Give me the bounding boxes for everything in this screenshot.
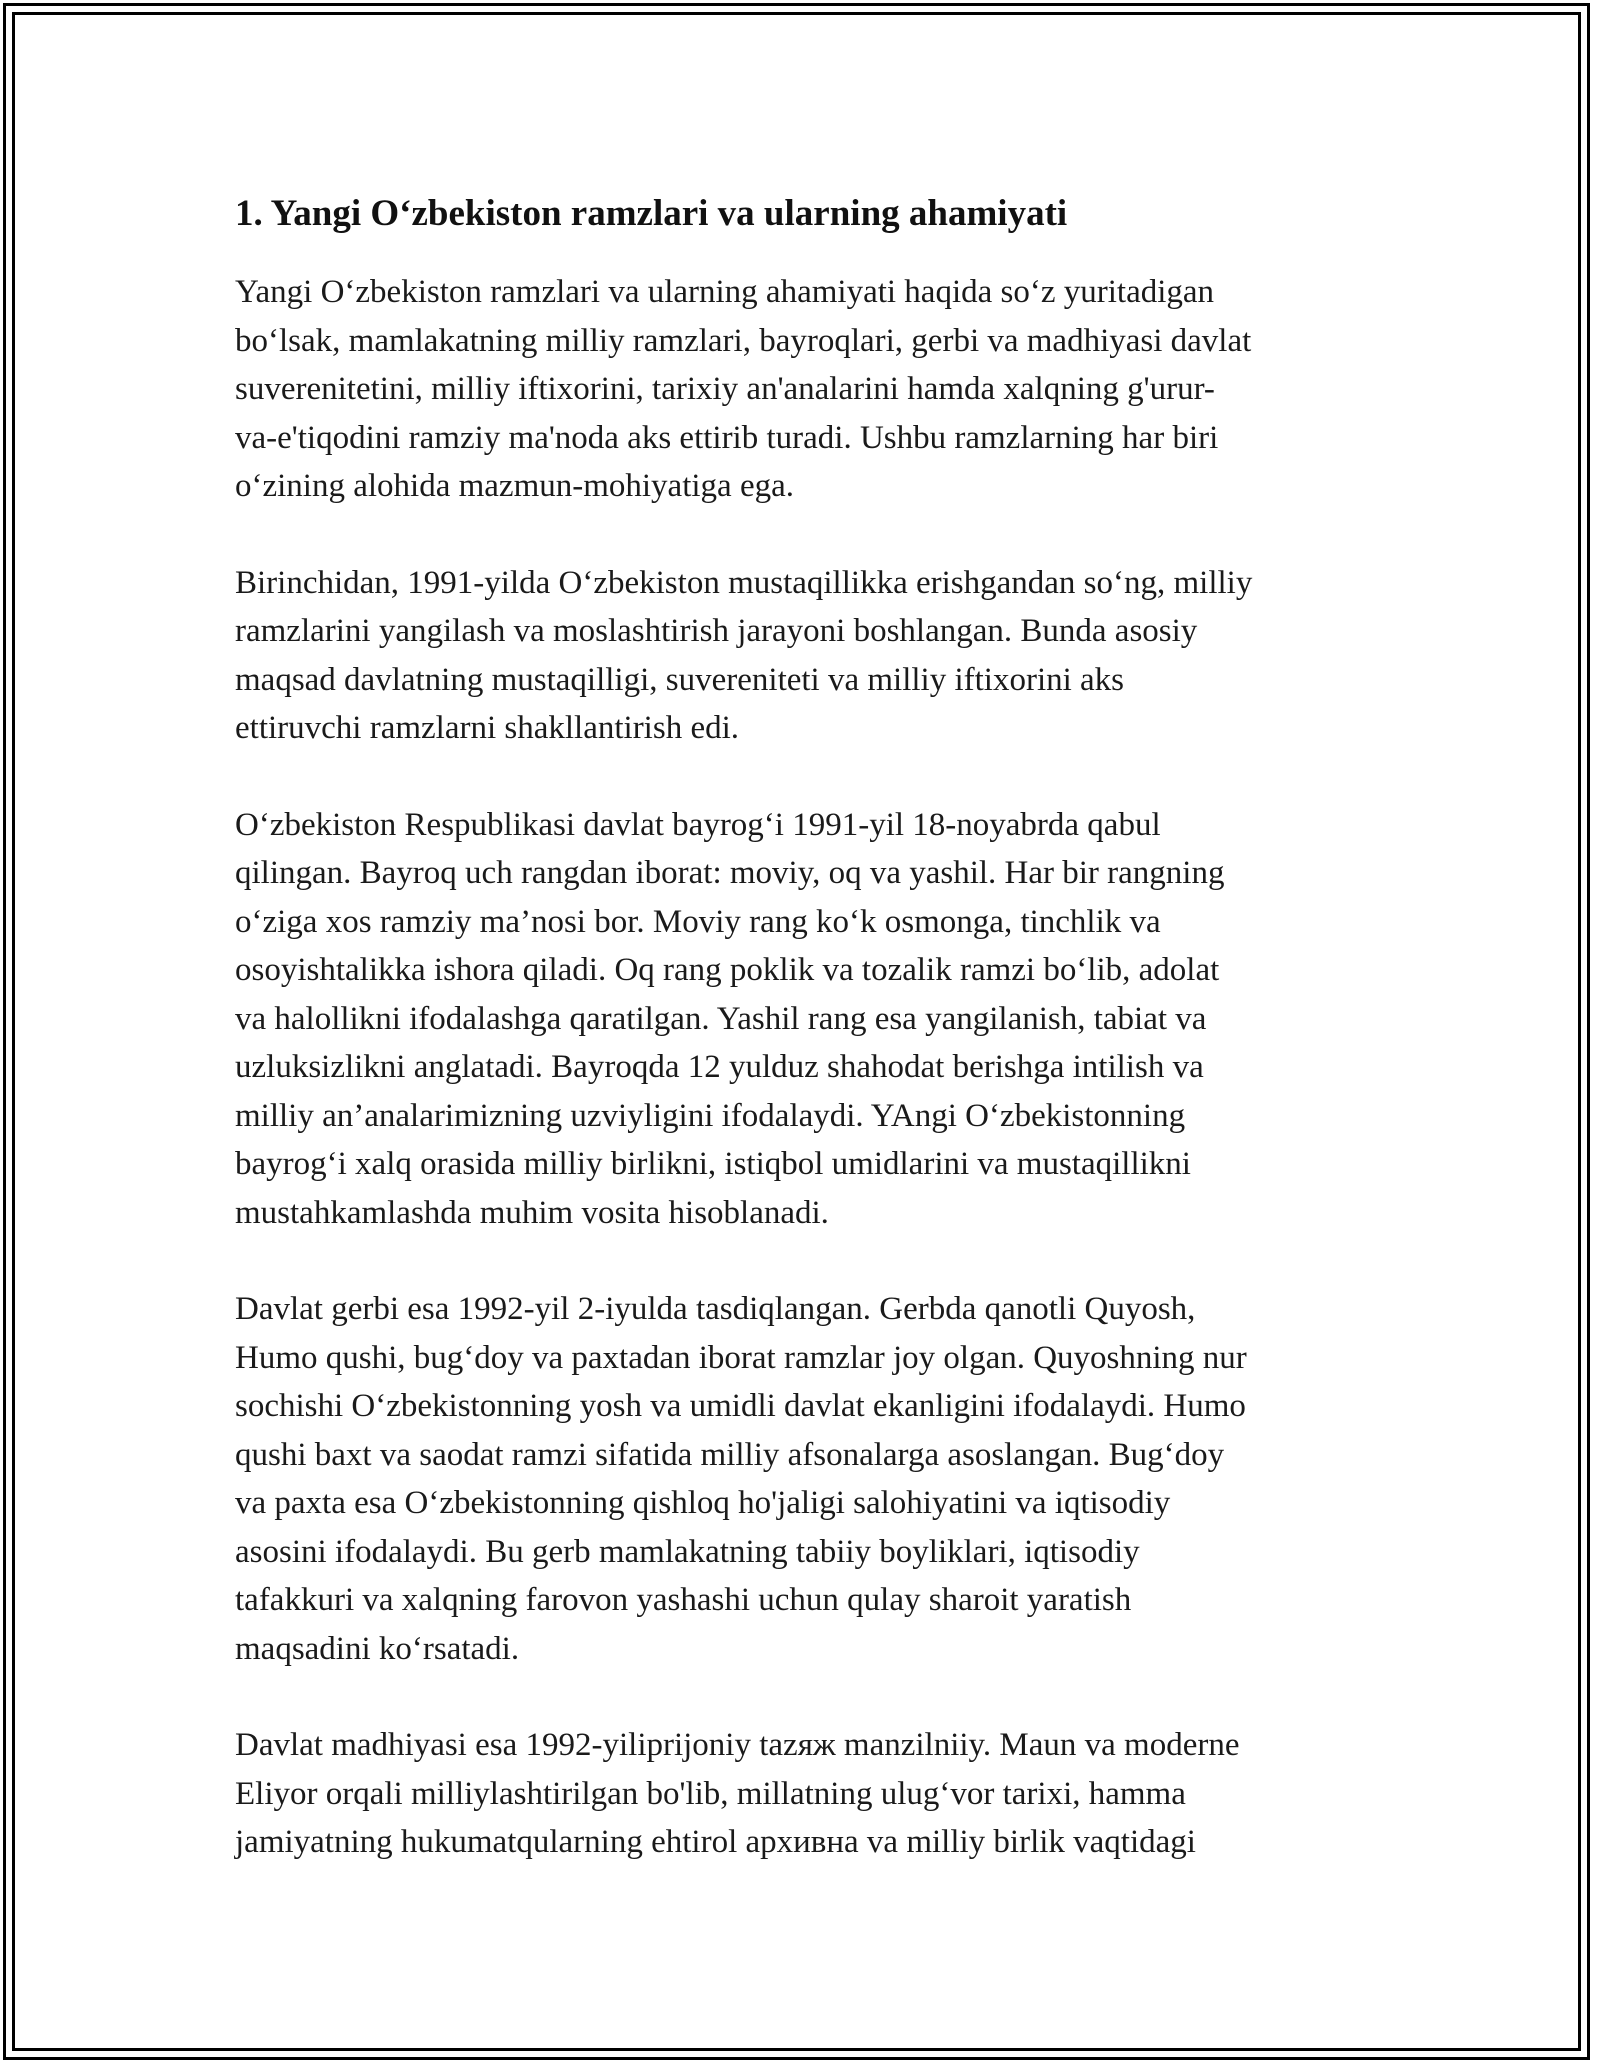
- text-line: maqsadini ko‘rsatadi.: [235, 1630, 520, 1667]
- text-line: milliy an’analarimizning uzviyligini ifodalaydi. YAngi O‘zbekistonning: [235, 1097, 1186, 1134]
- paragraph-introduction: [235, 268, 1375, 511]
- text-line: va-e'tiqodini ramziy ma'noda aks ettirib turadi. Ushbu ramzlarning har biri: [235, 419, 1219, 456]
- text-line: qilingan. Bayroq uch rangdan iborat: moviy, oq va yashil. Har bir rangning: [235, 855, 1225, 891]
- text-line: uzluksizlikni anglatadi. Bayroqda 12 yulduz shahodat berishga intilish va: [235, 1049, 1204, 1085]
- text-line: bayrog‘i xalq orasida milliy birlikni, istiqbol umidlarini va mustaqillikni: [235, 1146, 1191, 1182]
- text-line: bo‘lsak, mamlakatning milliy ramzlari, bayroqlari, gerbi va madhiyasi davlat: [235, 322, 1252, 359]
- text-line: osoyishtalikka ishora qiladi. Oq rang poklik va tozalik ramzi bo‘lib, adolat: [235, 952, 1220, 988]
- text-line: o‘ziga xos ramziy ma’nosi bor. Moviy rang ko‘k osmonga, tinchlik va: [235, 903, 1161, 940]
- text-line: ettiruvchi ramzlarni shakllantirish edi.: [235, 710, 740, 746]
- text-line: Eliyor orqali milliylashtirilgan bo'lib, millatning ulug‘vor tarixi, hamma: [235, 1775, 1186, 1812]
- text-line: Birinchidan, 1991-yilda O‘zbekiston mustaqillikka erishgandan so‘ng, milliy: [235, 564, 1253, 601]
- text-line: Davlat gerbi esa 1992-yil 2-iyulda tasdiqlangan. Gerbda qanotli Quyosh,: [235, 1291, 1196, 1327]
- text-line: tafakkuri va xalqning farovon yashashi uchun qulay sharoit yaratish: [235, 1582, 1132, 1618]
- document-content: [235, 188, 1375, 1915]
- text-line: Yangi O‘zbekiston ramzlari va ularning ahamiyati haqida so‘z yuritadigan: [235, 274, 1215, 310]
- text-line: asosini ifodalaydi. Bu gerb mamlakatning tabiiy boyliklari, iqtisodiy: [235, 1533, 1140, 1570]
- text-line: jamiyatning hukumatqularning ehtirol архивна va milliy birlik vaqtidagi: [235, 1824, 1196, 1860]
- paragraph-coat-of-arms: [235, 1285, 1375, 1673]
- text-line: maqsad davlatning mustaqilligi, suvereniteti va milliy iftixorini aks: [235, 661, 1125, 698]
- paragraph-flag: [235, 801, 1375, 1238]
- paragraph-anthem: [235, 1721, 1375, 1867]
- section-heading: 1. Yangi O‘zbekiston ramzlari va ularning ahamiyati: [235, 193, 1068, 234]
- text-line: va paxta esa O‘zbekistonning qishloq ho'jaligi salohiyatini va iqtisodiy: [235, 1485, 1171, 1521]
- text-line: Humo qushi, bug‘doy va paxtadan iborat ramzlar joy olgan. Quyoshning nur: [235, 1339, 1247, 1376]
- text-line: sochishi O‘zbekistonning yosh va umidli davlat ekanligini ifodalaydi. Humo: [235, 1388, 1246, 1424]
- paragraph-independence: [235, 559, 1375, 753]
- text-line: Davlat madhiyasi esa 1992-yiliprijoniy tazяж manzilniiy. Maun va moderne: [235, 1727, 1240, 1763]
- text-line: va halollikni ifodalashga qaratilgan. Yashil rang esa yangilanish, tabiat va: [235, 1000, 1207, 1037]
- text-line: O‘zbekiston Respublikasi davlat bayrog‘i 1991-yil 18-noyabrda qabul: [235, 806, 1161, 843]
- text-line: o‘zining alohida mazmun-mohiyatiga ega.: [235, 468, 794, 504]
- text-line: suverenitetini, milliy iftixorini, tarixiy an'analarini hamda xalqning g'urur-: [235, 371, 1215, 407]
- text-line: mustahkamlashda muhim vosita hisoblanadi.: [235, 1194, 829, 1231]
- text-line: qushi baxt va saodat ramzi sifatida milliy afsonalarga asoslangan. Bug‘doy: [235, 1436, 1225, 1473]
- text-line: ramzlarini yangilash va moslashtirish jarayoni boshlangan. Bunda asosiy: [235, 613, 1198, 649]
